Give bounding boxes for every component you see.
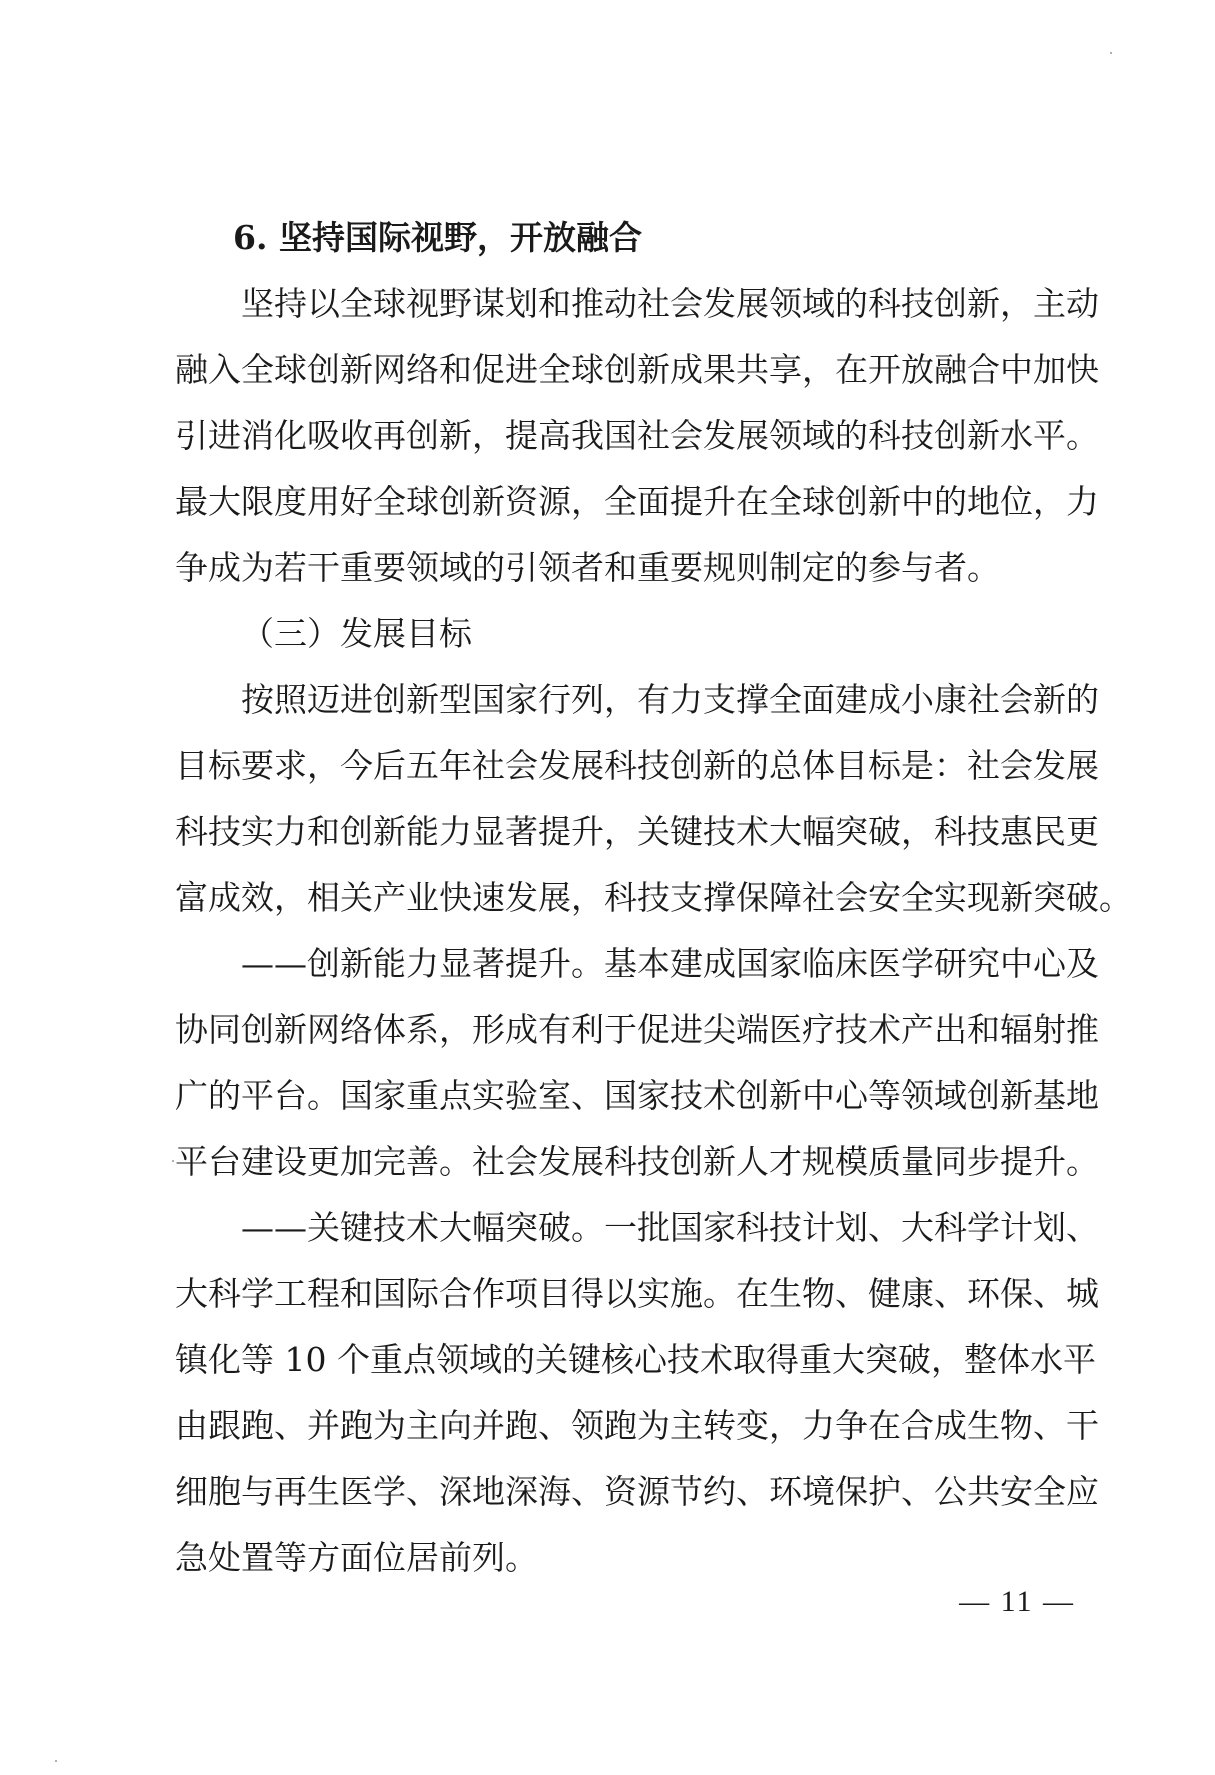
text-line: 科技实力和创新能力显著提升，关键技术大幅突破，科技惠民更	[175, 812, 1099, 851]
paragraph-innovation-capacity	[175, 931, 1099, 1195]
subsection-heading: 6. 坚持国际视野，开放融合	[233, 218, 642, 257]
text-line: 急处置等方面位居前列。	[175, 1538, 538, 1577]
text-line: 细胞与再生医学、深地深海、资源节约、环境保护、公共安全应	[175, 1472, 1099, 1511]
text-line: ——创新能力显著提升。基本建成国家临床医学研究中心及	[241, 944, 1099, 983]
text-line: 坚持以全球视野谋划和推动社会发展领域的科技创新，主动	[241, 284, 1099, 323]
text-line: 目标要求，今后五年社会发展科技创新的总体目标是：社会发展	[175, 746, 1099, 785]
text-line: 按照迈进创新型国家行列，有力支撑全面建成小康社会新的	[241, 680, 1099, 719]
page-body	[175, 205, 1132, 1591]
section-title: （三）发展目标	[241, 614, 472, 653]
text-line: 最大限度用好全球创新资源，全面提升在全球创新中的地位，力	[175, 482, 1099, 521]
paragraph-overall-goal	[175, 667, 1132, 931]
page-number: — 11 —	[959, 1585, 1075, 1618]
scan-speck	[1110, 52, 1112, 54]
text-line: 融入全球创新网络和促进全球创新成果共享，在开放融合中加快	[175, 350, 1099, 389]
paragraph-key-technologies	[175, 1195, 1099, 1591]
text-line: 镇化等 10 个重点领域的关键核心技术取得重大突破，整体水平	[175, 1340, 1096, 1379]
text-line: 平台建设更加完善。社会发展科技创新人才规模质量同步提升。	[175, 1142, 1099, 1181]
text-line: 富成效，相关产业快速发展，科技支撑保障社会安全实现新突破。	[175, 878, 1132, 917]
text-line: ——关键技术大幅突破。一批国家科技计划、大科学计划、	[241, 1208, 1099, 1247]
text-line: 引进消化吸收再创新，提高我国社会发展领域的科技创新水平。	[175, 416, 1099, 455]
scan-speck	[172, 1160, 174, 1162]
scan-speck	[55, 1760, 57, 1762]
paragraph-open-integration	[175, 271, 1099, 601]
text-line: 协同创新网络体系，形成有利于促进尖端医疗技术产出和辐射推	[175, 1010, 1099, 1049]
text-line: 广的平台。国家重点实验室、国家技术创新中心等领域创新基地	[175, 1076, 1099, 1115]
text-line: 大科学工程和国际合作项目得以实施。在生物、健康、环保、城	[175, 1274, 1099, 1313]
text-line: 由跟跑、并跑为主向并跑、领跑为主转变，力争在合成生物、干	[175, 1406, 1099, 1445]
text-line: 争成为若干重要领域的引领者和重要规则制定的参与者。	[175, 548, 1000, 587]
